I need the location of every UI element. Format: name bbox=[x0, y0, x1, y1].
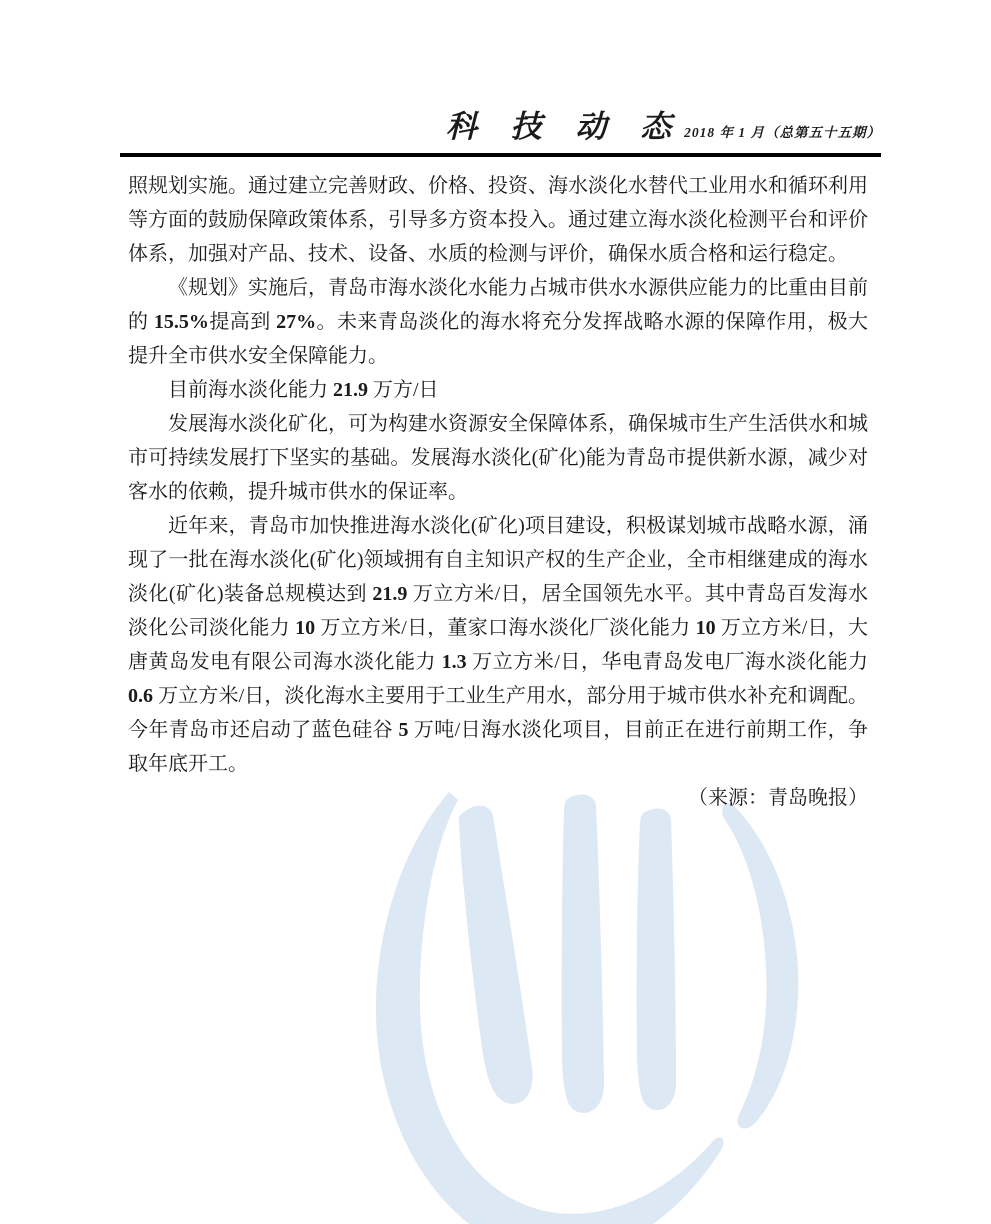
text-run: 提高到 bbox=[208, 311, 277, 333]
source-attribution: （来源：青岛晚报） bbox=[688, 787, 868, 809]
issue-date: 2018 年 1 月（总第五十五期） bbox=[684, 125, 881, 140]
watermark-glyph bbox=[376, 792, 798, 1224]
watermark-stroke-1 bbox=[459, 806, 533, 1104]
text-run: 目前海水淡化能力 bbox=[168, 379, 333, 401]
masthead bbox=[120, 0, 881, 146]
watermark-stroke-3 bbox=[637, 809, 676, 1111]
text-run: 万方/日 bbox=[368, 379, 439, 401]
text-run: 照规划实施。通过建立完善财政、价格、投资、海水淡化水替代工业用水和循环利用等方面的鼓励保障政策体系，引导多方资本投入。通过建立海水淡化检测平台和评价体系，加强对产品、技术、设备、水质的检测与评价，确保水质合格和运行稳定。 bbox=[128, 175, 868, 265]
bold-number: 0.6 bbox=[128, 685, 153, 707]
paragraph bbox=[128, 169, 868, 271]
text-run: 万立方米/日，华电青岛发电厂海水淡化能力 bbox=[466, 651, 868, 673]
bold-number: 10 bbox=[695, 617, 716, 639]
bold-number: 15.5% bbox=[153, 311, 209, 333]
header-rule bbox=[120, 153, 881, 157]
text-run: 。未来青岛淡化的海水将充分发挥战略水源的保障作用，极大提升全市供水安全保障能力。 bbox=[128, 311, 869, 367]
text-run: 万立方米/日，居全国领先水平。其中青岛百发海水淡化公司淡化能力 bbox=[128, 583, 868, 639]
text-run: 《规划》实施后，青岛市海水淡化水能力占城市供水水源供应能力的比重由目前的 bbox=[128, 277, 868, 333]
bold-number: 21.9 bbox=[333, 379, 368, 401]
paragraph-list bbox=[128, 169, 868, 781]
bold-number: 1.3 bbox=[441, 651, 467, 673]
text-run: 近年来，青岛市加快推进海水淡化(矿化)项目建设，积极谋划城市战略水源，涌现了一批在海水淡化(矿化)领域拥有自主知识产权的生产企业，全市相继建成的海水淡化(矿化)装备总规模达到 bbox=[128, 515, 868, 605]
bold-number: 5 bbox=[398, 719, 409, 741]
bold-number: 27% bbox=[276, 311, 317, 333]
paragraph bbox=[128, 407, 868, 509]
bold-number: 10 bbox=[295, 617, 316, 639]
paragraph bbox=[128, 373, 868, 407]
bold-number: 21.9 bbox=[372, 583, 408, 605]
watermark-right-crescent bbox=[722, 803, 798, 1128]
text-run: 万立方米/日，董家口海水淡化厂淡化能力 bbox=[315, 617, 696, 639]
paragraph bbox=[128, 271, 868, 373]
page-header bbox=[120, 0, 881, 157]
article-body bbox=[128, 169, 868, 815]
watermark-stroke-2 bbox=[562, 795, 604, 1113]
paragraph bbox=[128, 509, 868, 781]
text-run: 万吨/日海水淡化项目，目前正在进行前期工作，争取年底开工。 bbox=[128, 719, 868, 775]
text-run: 万立方米/日，淡化海水主要用于工业生产用水，部分用于城市供水补充和调配。今年青岛市还启动了蓝色硅谷 bbox=[128, 685, 868, 741]
watermark-logo bbox=[352, 786, 822, 1224]
newsletter-title: 科 技 动 态 bbox=[445, 109, 685, 144]
text-run: 万立方米/日，大唐黄岛发电有限公司海水淡化能力 bbox=[128, 617, 869, 673]
text-run: 发展海水淡化矿化，可为构建水资源安全保障体系，确保城市生产生活供水和城市可持续发展打下坚实的基础。发展海水淡化(矿化)能为青岛市提供新水源，减少对客水的依赖，提升城市供水的保证率。 bbox=[128, 413, 868, 503]
